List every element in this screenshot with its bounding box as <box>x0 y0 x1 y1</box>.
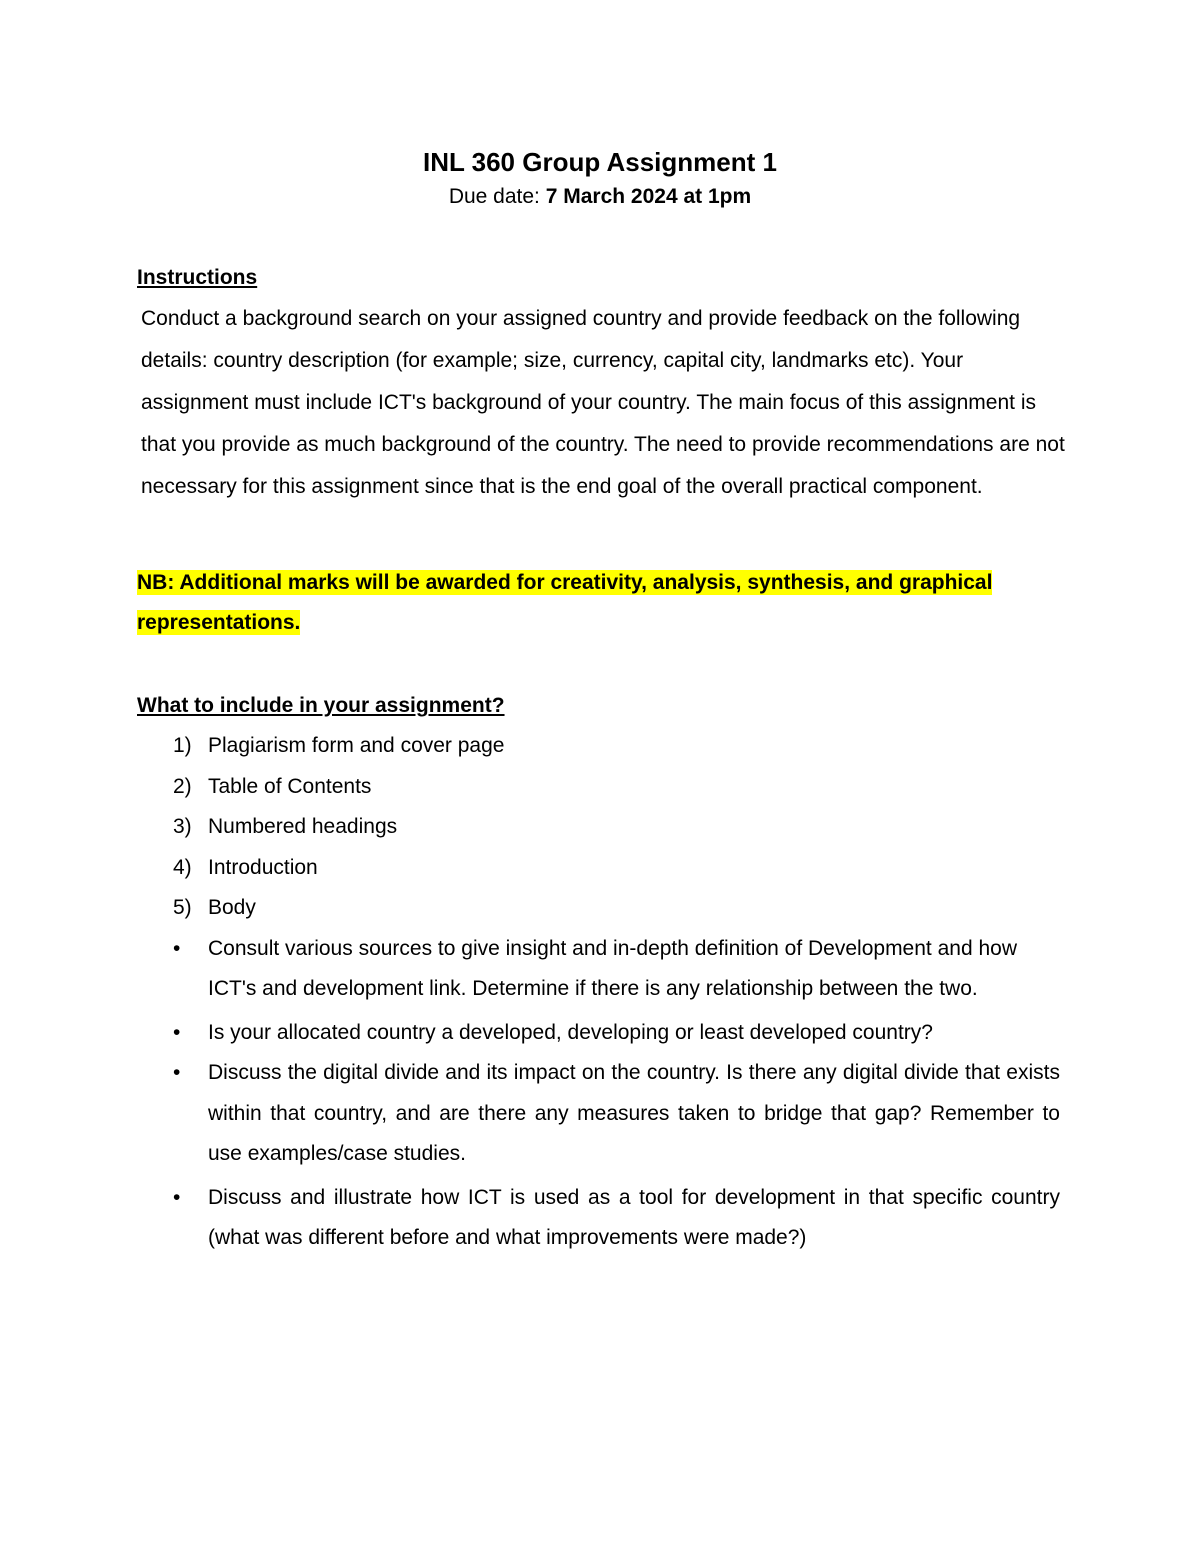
list-item-text: Discuss the digital divide and its impact on the country. Is there any digital divide that exists within that country, and are there any measures taken to bridge that gap? Remember to use examples/case studies. <box>208 1061 1060 1165</box>
list-marker: 3) <box>173 815 192 838</box>
bullet-icon: • <box>173 1020 181 1044</box>
list-item-text: Discuss and illustrate how ICT is used as a tool for development in that specific country (what was different before and what improvements were made?) <box>208 1185 1060 1249</box>
numbered-item-1 <box>0 726 1200 767</box>
list-item-text: Numbered headings <box>208 815 398 838</box>
bullet-item-3 <box>0 1053 1200 1175</box>
list-item-text: Consult various sources to give insight and in-depth definition of Development and how ICT's and development link. Determine if there is any relationship between the two. <box>208 936 1017 1000</box>
numbered-item-2 <box>0 767 1200 808</box>
nb-note <box>137 563 1037 643</box>
list-marker: 5) <box>173 896 192 919</box>
bullet-icon: • <box>173 1185 181 1209</box>
numbered-item-4 <box>0 848 1200 889</box>
bullet-item-2 <box>0 1013 1200 1054</box>
list-marker: 1) <box>173 734 192 757</box>
list-item-text: Plagiarism form and cover page <box>208 734 505 757</box>
bullet-item-1 <box>0 929 1200 1010</box>
instructions-heading: Instructions <box>137 266 258 289</box>
document-title: INL 360 Group Assignment 1 <box>423 147 777 177</box>
nb-note-highlight: NB: Additional marks will be awarded for creativity, analysis, synthesis, and graphical representations. <box>137 571 993 634</box>
list-item-text: Introduction <box>208 855 318 879</box>
bullet-item-4 <box>0 1178 1200 1259</box>
instructions-body: Conduct a background search on your assigned country and provide feedback on the following details: country description (for example; size, currency, capital city, landmarks etc). Your assignment must include ICT's background of your country. The main focus of this assignment is that you provide as much background of the country. The need to provide recommendations are not necessary for this assignment since that is the end goal of the overall practical component. <box>141 307 1065 498</box>
due-date-label: Due date: <box>448 185 540 208</box>
due-date-value: 7 March 2024 at 1pm <box>545 185 752 208</box>
list-item-text: Is your allocated country a developed, developing or least developed country? <box>208 1020 933 1044</box>
bullet-icon: • <box>173 1061 181 1084</box>
include-list <box>0 726 1200 1259</box>
list-marker: 4) <box>173 855 192 879</box>
include-heading: What to include in your assignment? <box>137 694 505 717</box>
list-item-text: Body <box>208 896 256 919</box>
list-item-text: Table of Contents <box>208 774 372 798</box>
numbered-item-3 <box>0 807 1200 848</box>
due-date-line <box>0 182 1200 212</box>
bullet-icon: • <box>173 936 181 960</box>
list-marker: 2) <box>173 774 192 798</box>
numbered-item-5 <box>0 888 1200 929</box>
